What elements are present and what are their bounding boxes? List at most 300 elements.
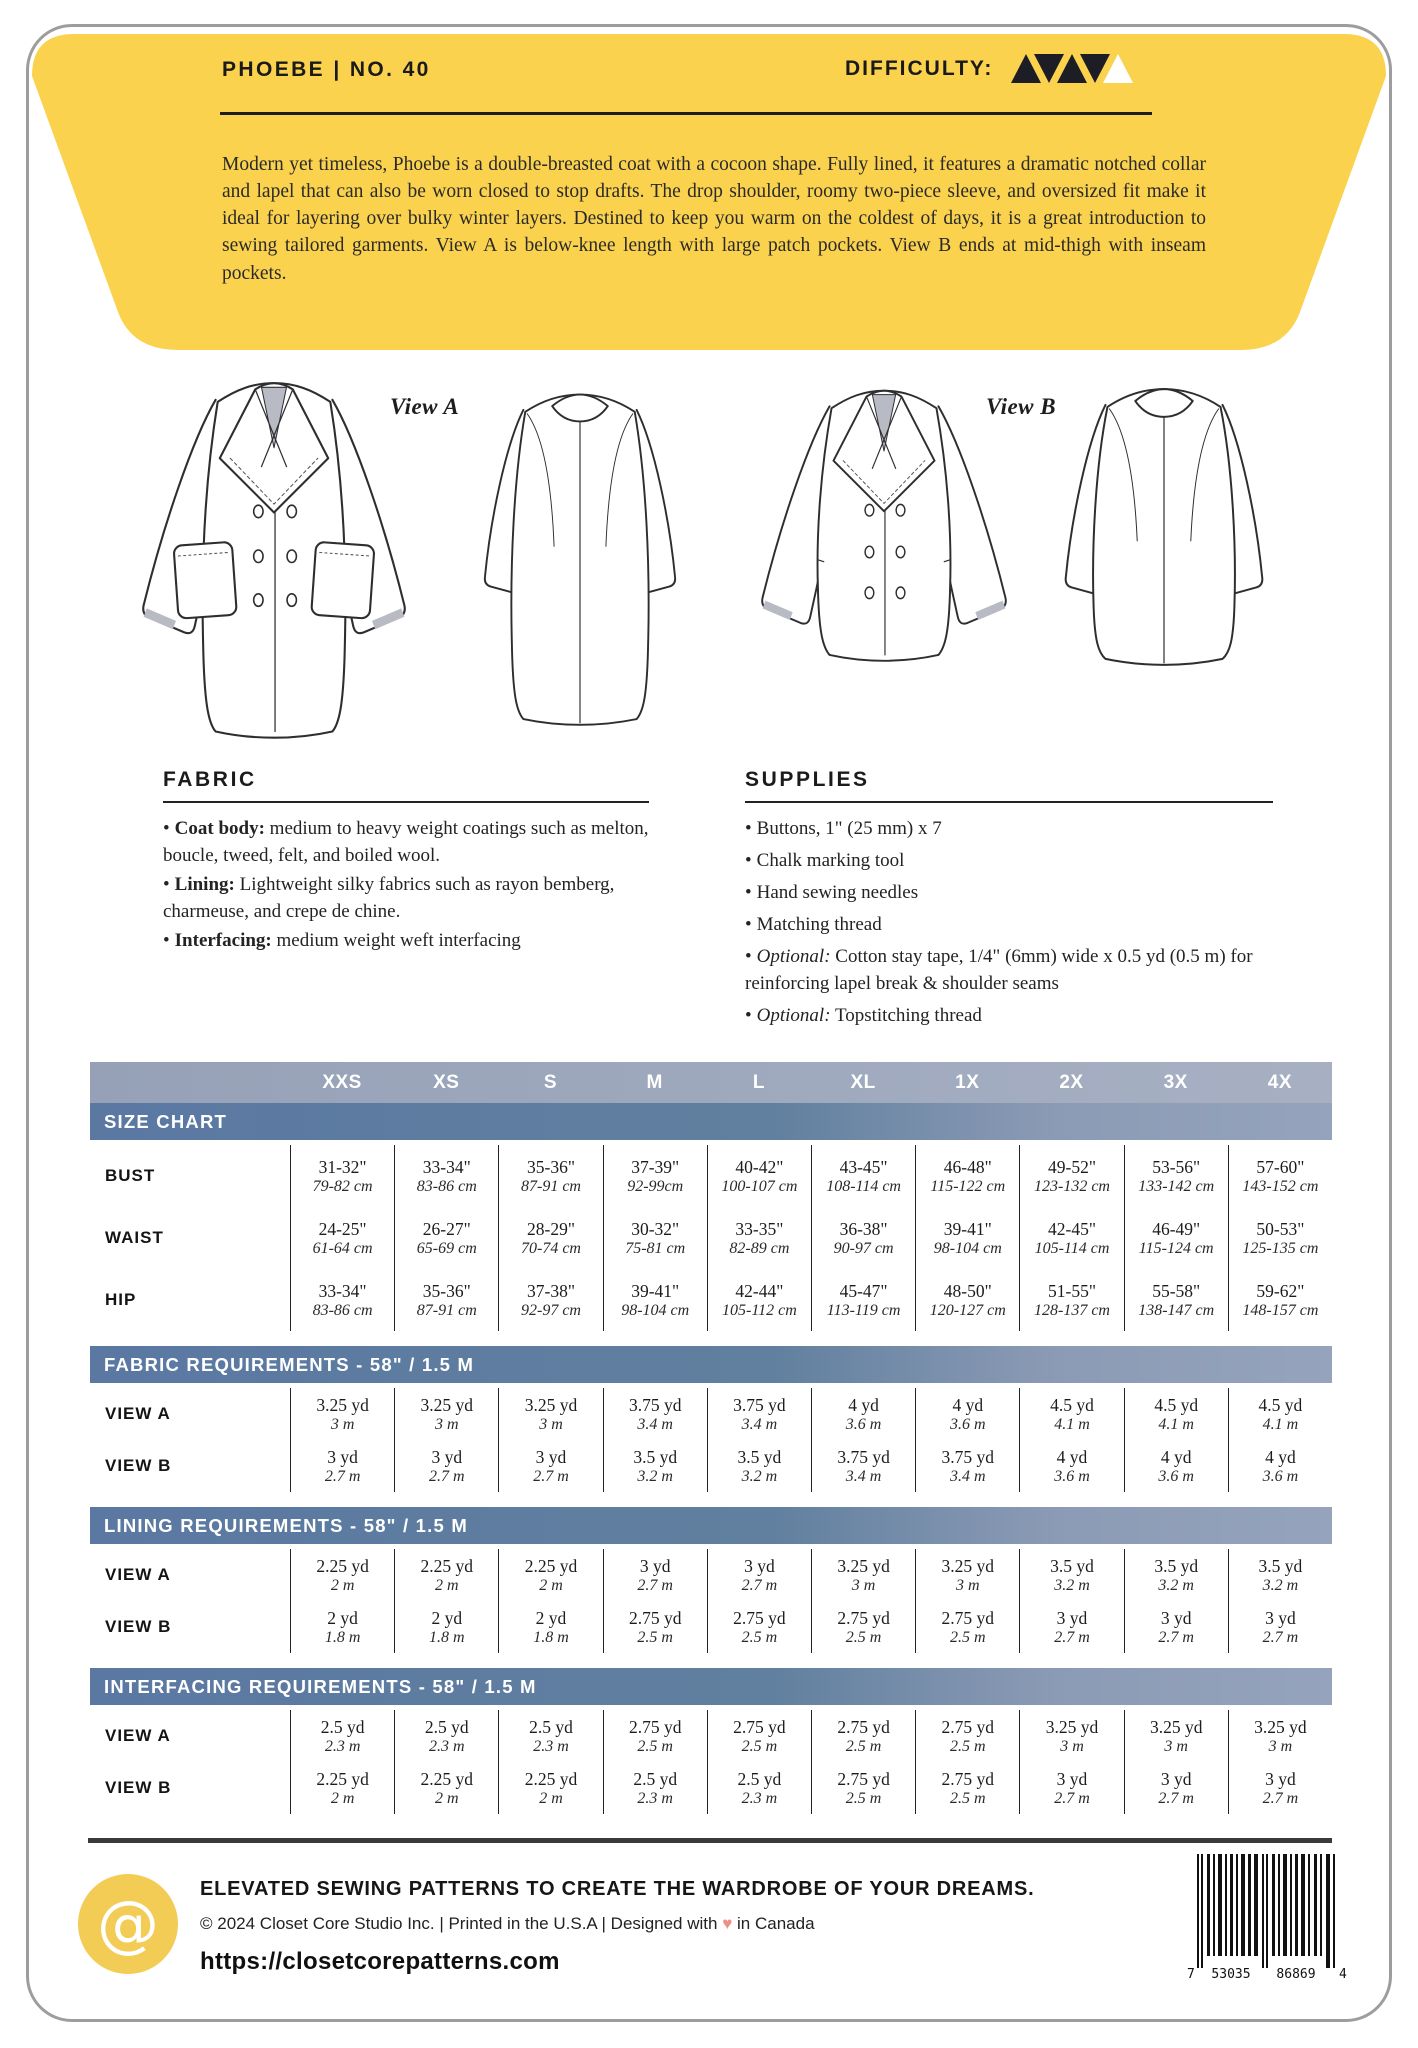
bullet-icon: • [745,913,752,935]
table-cell-metric-value: 3 m [1268,1737,1293,1755]
table-cell [811,1601,915,1653]
table-section [90,1346,1332,1492]
table-cell [811,1440,915,1492]
fabric-item-text: medium weight weft interfacing [271,929,521,951]
table-section-rows [90,1705,1332,1814]
table-cell-primary-value: 2.25 yd [316,1555,369,1576]
fabric-item-label: Lining: [174,873,235,895]
logo-at-glyph: @ [97,1887,159,1960]
supplies-item-text: Cotton stay tape, 1/4" (6mm) wide x 0.5 yd (0.5 m) for reinforcing lapel break & shoulder seams [745,945,1253,994]
table-row [90,1440,1332,1492]
table-cell-primary-value: 3.25 yd [1254,1716,1307,1737]
table-cell-metric-value: 2.5 m [741,1628,778,1646]
table-section-band: INTERFACING REQUIREMENTS - 58" / 1.5 M [90,1668,1332,1705]
difficulty-rating [845,54,1133,83]
table-cell [811,1269,915,1331]
supplies-list-item [745,848,1273,875]
table-cell-primary-value: 3.75 yd [733,1394,786,1415]
table-cell [707,1601,811,1653]
supplies-item-label: Optional: [756,1004,831,1026]
table-cell [915,1388,1019,1440]
table-cell [1228,1269,1332,1331]
table-cell-metric-value: 2.7 m [741,1576,778,1594]
table-cell-primary-value: 3 yd [327,1446,358,1467]
table-cell [498,1388,602,1440]
table-row-label: VIEW A [105,1726,171,1745]
table-cell [498,1549,602,1601]
table-cell-metric-value: 1.8 m [533,1628,569,1646]
table-cell-metric-value: 2.7 m [1158,1789,1194,1807]
supplies-list-item [745,816,1273,843]
coat-view-a-back-illustration [460,362,700,742]
table-row [90,1388,1332,1440]
table-cell-metric-value: 90-97 cm [833,1239,894,1257]
fabric-heading: FABRIC [163,768,649,803]
table-cell-metric-value: 83-86 cm [416,1177,477,1195]
table-cell-metric-value: 138-147 cm [1138,1301,1215,1319]
table-cell-metric-value: 3.4 m [637,1415,673,1433]
table-cell-primary-value: 2.5 yd [529,1716,573,1737]
supplies-item-label: Optional: [756,945,831,967]
table-cell-metric-value: 2 m [539,1576,563,1594]
table-cell [707,1207,811,1269]
table-cell-primary-value: 3.25 yd [524,1394,578,1415]
table-cell-primary-value: 3 yd [535,1446,567,1467]
table-cell-metric-value: 2.7 m [1262,1628,1299,1646]
table-cell-primary-value: 4 yd [848,1394,879,1415]
supplies-heading: SUPPLIES [745,768,1273,803]
table-cell [811,1388,915,1440]
table-cell [290,1710,394,1762]
table-cell-primary-value: 59-62" [1256,1280,1305,1301]
bullet-icon: • [745,1004,752,1026]
table-cell [394,1440,498,1492]
table-cell-metric-value: 3.4 m [950,1467,986,1485]
table-cell-metric-value: 115-122 cm [930,1177,1006,1195]
table-cell-primary-value: 2.5 yd [424,1716,469,1737]
table-cell-primary-value: 51-55" [1048,1280,1096,1301]
table-cell-metric-value: 2.7 m [429,1467,465,1485]
table-section [90,1668,1332,1814]
table-cell [394,1145,498,1207]
table-cell-metric-value: 4.1 m [1262,1415,1299,1433]
table-cell [498,1601,602,1653]
table-cell-metric-value: 75-81 cm [625,1239,686,1257]
table-cell [603,1145,707,1207]
table-section-band: FABRIC REQUIREMENTS - 58" / 1.5 M [90,1346,1332,1383]
table-cell [811,1145,915,1207]
website-url: https://closetcorepatterns.com [200,1948,560,1975]
table-cell [290,1440,394,1492]
table-cell [1228,1762,1332,1814]
table-cell-primary-value: 2.25 yd [420,1555,474,1576]
table-cell-metric-value: 92-99cm [627,1177,684,1195]
table-cell-primary-value: 3.5 yd [1154,1555,1199,1576]
table-cell-primary-value: 53-56" [1152,1156,1201,1177]
table-cell [1228,1388,1332,1440]
table-row [90,1207,1332,1269]
table-cell-metric-value: 2.5 m [845,1789,882,1807]
table-cell [915,1762,1019,1814]
table-cell [1019,1269,1123,1331]
table-cell-primary-value: 2.25 yd [420,1768,474,1789]
table-cell [811,1762,915,1814]
table-cell-metric-value: 2.3 m [741,1789,778,1807]
table-cell-primary-value: 42-44" [735,1280,784,1301]
table-sections [90,1103,1332,1814]
supplies-item-text: Buttons, 1" (25 mm) x 7 [756,818,942,839]
size-column-header: S [543,1071,558,1093]
table-cell-primary-value: 2.75 yd [628,1607,682,1628]
table-cell [811,1710,915,1762]
supplies-list-item [745,1003,1273,1030]
table-cell-primary-value: 3 yd [1160,1607,1192,1628]
table-cell [290,1762,394,1814]
barcode-digit-group-2: 53035 [1211,1967,1251,1982]
supplies-list-item [745,944,1273,998]
table-cell [1019,1710,1123,1762]
table-cell-metric-value: 2.3 m [637,1789,673,1807]
table-cell-metric-value: 2 m [330,1789,355,1807]
table-cell-primary-value: 45-47" [839,1280,888,1301]
table-cell [707,1145,811,1207]
table-cell [1228,1601,1332,1653]
table-cell [603,1710,707,1762]
table-cell [1228,1710,1332,1762]
table-cell [811,1207,915,1269]
table-cell-metric-value: 65-69 cm [416,1239,477,1257]
table-cell-metric-value: 3 m [435,1415,459,1433]
table-cell-metric-value: 2.5 m [845,1628,882,1646]
table-cell-primary-value: 2.5 yd [633,1768,678,1789]
table-cell-primary-value: 3 yd [1160,1768,1192,1789]
table-row [90,1549,1332,1601]
table-cell-metric-value: 2.5 m [950,1737,986,1755]
table-cell [1019,1145,1123,1207]
table-cell-primary-value: 2.75 yd [837,1607,890,1628]
table-cell [915,1207,1019,1269]
fabric-list [163,816,649,955]
table-cell-primary-value: 2.75 yd [837,1768,890,1789]
table-cell-metric-value: 2 m [435,1576,459,1594]
table-cell [915,1710,1019,1762]
fabric-item-label: Interfacing: [174,929,272,951]
table-cell [1019,1762,1123,1814]
table-cell-metric-value: 3.6 m [1158,1467,1194,1485]
table-cell-metric-value: 3.6 m [950,1415,986,1433]
table-cell-metric-value: 4.1 m [1054,1415,1090,1433]
table-cell-metric-value: 2.7 m [324,1467,361,1485]
table-cell-primary-value: 2.75 yd [733,1607,786,1628]
footer-divider [88,1838,1332,1843]
table-row [90,1762,1332,1814]
table-cell-metric-value: 2.7 m [637,1576,673,1594]
table-cell [394,1207,498,1269]
size-column-header: XS [433,1071,460,1093]
table-row-label: VIEW A [105,1404,171,1423]
barcode [1183,1850,1348,1990]
table-cell-primary-value: 3.75 yd [837,1446,890,1467]
table-cell [1124,1145,1228,1207]
table-cell-primary-value: 3 yd [1056,1607,1088,1628]
table-cell [290,1145,394,1207]
barcode-digit-group-3: 86869 [1276,1967,1316,1982]
table-cell-metric-value: 3 m [539,1415,563,1433]
table-cell-primary-value: 3.25 yd [1149,1716,1203,1737]
table-cell [394,1388,498,1440]
table-cell-primary-value: 2 yd [535,1607,567,1628]
footer-copyright [200,1914,1035,1934]
table-row-label: VIEW A [105,1565,171,1584]
table-cell [603,1269,707,1331]
supplies-list [745,816,1273,1030]
table-row [90,1269,1332,1331]
table-cell-primary-value: 2 yd [327,1607,358,1628]
table-cell-metric-value: 2.3 m [429,1737,465,1755]
table-cell-metric-value: 83-86 cm [312,1301,373,1319]
supplies-item-text: Chalk marking tool [756,849,905,871]
difficulty-label: DIFFICULTY: [845,56,994,80]
table-cell-primary-value: 2.75 yd [941,1607,995,1628]
table-cell-primary-value: 2.75 yd [941,1716,995,1737]
table-cell [1124,1762,1228,1814]
table-cell-metric-value: 3 m [1164,1737,1188,1755]
table-cell-primary-value: 49-52" [1048,1156,1096,1177]
table-cell-metric-value: 2.7 m [1054,1789,1090,1807]
table-cell-primary-value: 3.75 yd [628,1394,682,1415]
table-section [90,1507,1332,1653]
table-cell [707,1710,811,1762]
table-cell-primary-value: 4 yd [1056,1446,1088,1467]
table-cell-primary-value: 35-36" [527,1156,575,1177]
table-cell-primary-value: 43-45" [839,1156,888,1177]
table-cell-primary-value: 31-32" [318,1156,367,1177]
table-row [90,1145,1332,1207]
bullet-icon: • [745,818,752,839]
table-cell-metric-value: 79-82 cm [312,1177,373,1195]
coat-view-b-front-illustration [748,356,1020,680]
table-section-band: LINING REQUIREMENTS - 58" / 1.5 M [90,1507,1332,1544]
table-cell-primary-value: 46-49" [1152,1218,1201,1239]
supplies-section [745,768,1273,1035]
coat-view-a-front-illustration [128,356,420,744]
table-cell-primary-value: 37-39" [631,1156,680,1177]
supplies-list-item [745,880,1273,907]
table-cell [1019,1388,1123,1440]
table-cell-primary-value: 2.75 yd [733,1716,786,1737]
table-cell-primary-value: 2 yd [431,1607,463,1628]
table-cell-metric-value: 2.5 m [950,1789,986,1807]
pattern-description: Modern yet timeless, Phoebe is a double-breasted coat with a cocoon shape. Fully lined, it features a dramatic notched collar and lapel that can also be worn closed to stop drafts. The drop shoulder, roomy two-piece sleeve, and oversized fit make it ideal for layering over bulky winter layers. Destined to keep you warm on the coldest of days, it is a great introduction to sewing tailored garments. View A is below-knee length with large patch pockets. View B ends at mid-thigh with inseam pockets. [222,153,1206,284]
table-cell [915,1269,1019,1331]
barcode-digit-group-1: 7 [1187,1967,1195,1982]
table-cell-primary-value: 3 yd [639,1555,671,1576]
table-cell-primary-value: 3.25 yd [1045,1716,1099,1737]
table-cell [498,1440,602,1492]
table-cell-metric-value: 2.5 m [950,1628,986,1646]
fabric-list-item [163,872,649,926]
table-cell-metric-value: 108-114 cm [826,1177,901,1195]
table-section-band: SIZE CHART [90,1103,1332,1140]
table-row-label: VIEW B [105,1778,172,1797]
table-cell-metric-value: 105-114 cm [1034,1239,1110,1257]
table-cell-metric-value: 3.4 m [741,1415,778,1433]
table-cell-primary-value: 28-29" [527,1218,575,1239]
table-cell-metric-value: 115-124 cm [1138,1239,1214,1257]
table-cell-primary-value: 3 yd [1265,1607,1296,1628]
view-a-label: View A [390,394,460,419]
table-cell-primary-value: 33-35" [735,1218,784,1239]
table-cell-primary-value: 3 yd [744,1555,775,1576]
table-cell-primary-value: 48-50" [943,1280,992,1301]
table-cell [498,1145,602,1207]
table-cell-metric-value: 2.3 m [533,1737,569,1755]
table-cell-metric-value: 3.2 m [1262,1576,1299,1594]
table-cell [1124,1440,1228,1492]
table-cell-primary-value: 26-27" [422,1218,471,1239]
difficulty-triangle-icon [1103,54,1133,83]
fabric-item-label: Coat body: [174,818,265,839]
table-cell [915,1145,1019,1207]
table-cell-primary-value: 46-48" [943,1156,992,1177]
table-cell [1228,1145,1332,1207]
table-cell [603,1549,707,1601]
coat-view-b-back-illustration [1040,362,1288,678]
table-cell-metric-value: 1.8 m [324,1628,361,1646]
fabric-list-item [163,928,649,955]
table-cell-metric-value: 87-91 cm [521,1177,581,1195]
table-cell [1124,1388,1228,1440]
table-cell-metric-value: 2.7 m [533,1467,569,1485]
table-cell-metric-value: 143-152 cm [1242,1177,1319,1195]
table-cell [1124,1710,1228,1762]
table-cell [707,1762,811,1814]
table-cell-primary-value: 3.75 yd [941,1446,995,1467]
table-cell-metric-value: 3 m [330,1415,355,1433]
table-cell-primary-value: 3.25 yd [316,1394,369,1415]
table-cell-primary-value: 2.25 yd [316,1768,369,1789]
size-column-header: M [646,1071,663,1093]
table-cell-metric-value: 3.6 m [845,1415,882,1433]
table-cell [290,1601,394,1653]
table-cell-primary-value: 3 yd [1265,1768,1296,1789]
table-cell-metric-value: 125-135 cm [1242,1239,1319,1257]
table-cell-metric-value: 61-64 cm [312,1239,373,1257]
size-column-header: 3X [1163,1071,1188,1093]
table-cell [707,1440,811,1492]
bullet-icon: • [745,881,752,903]
fabric-list-item [163,816,649,870]
table-cell-primary-value: 3.25 yd [941,1555,995,1576]
table-cell [498,1762,602,1814]
table-cell-metric-value: 3.2 m [637,1467,673,1485]
table-cell [290,1269,394,1331]
table-cell [1124,1207,1228,1269]
bullet-icon: • [745,849,752,871]
table-cell-metric-value: 2.5 m [845,1737,882,1755]
table-cell [603,1440,707,1492]
table-cell [1019,1440,1123,1492]
table-cell [1019,1601,1123,1653]
table-cell [290,1549,394,1601]
table-cell-metric-value: 3.6 m [1262,1467,1299,1485]
table-cell-metric-value: 3 m [1060,1737,1084,1755]
table-cell-metric-value: 1.8 m [429,1628,465,1646]
table-cell [1019,1549,1123,1601]
table-cell-metric-value: 120-127 cm [929,1301,1006,1319]
table-cell-primary-value: 55-58" [1152,1280,1201,1301]
table-cell-primary-value: 35-36" [422,1280,471,1301]
size-header-row [90,1062,1332,1103]
table-row [90,1710,1332,1762]
copyright-country: in Canada [732,1914,815,1933]
table-cell-metric-value: 3 m [851,1576,876,1594]
table-cell [394,1710,498,1762]
table-cell-primary-value: 42-45" [1048,1218,1096,1239]
supplies-list-item [745,912,1273,939]
table-cell-primary-value: 2.5 yd [320,1716,365,1737]
table-cell-metric-value: 3.2 m [741,1467,778,1485]
table-cell [603,1388,707,1440]
table-cell-metric-value: 3.2 m [1158,1576,1194,1594]
table-cell-primary-value: 3.5 yd [737,1446,782,1467]
copyright-text: © 2024 Closet Core Studio Inc. | Printed in the U.S.A | Designed with [200,1914,718,1933]
size-column-header: L [752,1071,765,1093]
fabric-item-text: medium to heavy weight coatings such as melton, boucle, tweed, felt, and boiled wool. [163,818,649,866]
table-cell-metric-value: 92-97 cm [521,1301,581,1319]
table-cell [1124,1269,1228,1331]
table-cell [707,1549,811,1601]
table-cell-primary-value: 2.5 yd [737,1768,782,1789]
table-cell [394,1601,498,1653]
bullet-icon: • [745,945,752,967]
table-cell [603,1762,707,1814]
table-cell [394,1762,498,1814]
size-column-header: XXS [322,1071,362,1093]
size-and-requirements-tables [90,1062,1332,1814]
table-cell-primary-value: 2.25 yd [524,1555,578,1576]
table-cell-primary-value: 4.5 yd [1258,1394,1303,1415]
table-cell-primary-value: 2.75 yd [941,1768,995,1789]
table-cell-primary-value: 2.75 yd [837,1716,890,1737]
table-cell-primary-value: 24-25" [318,1218,367,1239]
table-cell-primary-value: 33-34" [422,1156,471,1177]
table-cell-primary-value: 4 yd [1265,1446,1296,1467]
bullet-icon: • [163,929,170,951]
table-section-rows [90,1383,1332,1492]
table-cell [811,1549,915,1601]
table-cell-primary-value: 3.25 yd [420,1394,474,1415]
bullet-icon: • [163,818,170,839]
table-cell-primary-value: 40-42" [735,1156,784,1177]
table-cell [498,1207,602,1269]
table-cell-metric-value: 3 m [956,1576,980,1594]
table-cell-primary-value: 4.5 yd [1050,1394,1094,1415]
table-cell-metric-value: 123-132 cm [1034,1177,1110,1195]
table-cell-metric-value: 2.5 m [637,1737,673,1755]
table-cell-metric-value: 2 m [435,1789,459,1807]
table-cell-primary-value: 4 yd [952,1394,984,1415]
table-cell-primary-value: 4 yd [1160,1446,1192,1467]
size-column-header: 1X [955,1071,980,1093]
table-cell [290,1388,394,1440]
table-row-label: WAIST [105,1228,164,1247]
table-cell-metric-value: 148-157 cm [1242,1301,1319,1319]
table-section-rows [90,1140,1332,1331]
table-cell [290,1207,394,1269]
fabric-item-text: Lightweight silky fabrics such as rayon bemberg, charmeuse, and crepe de chine. [163,873,615,922]
supplies-item-text: Hand sewing needles [756,881,919,903]
